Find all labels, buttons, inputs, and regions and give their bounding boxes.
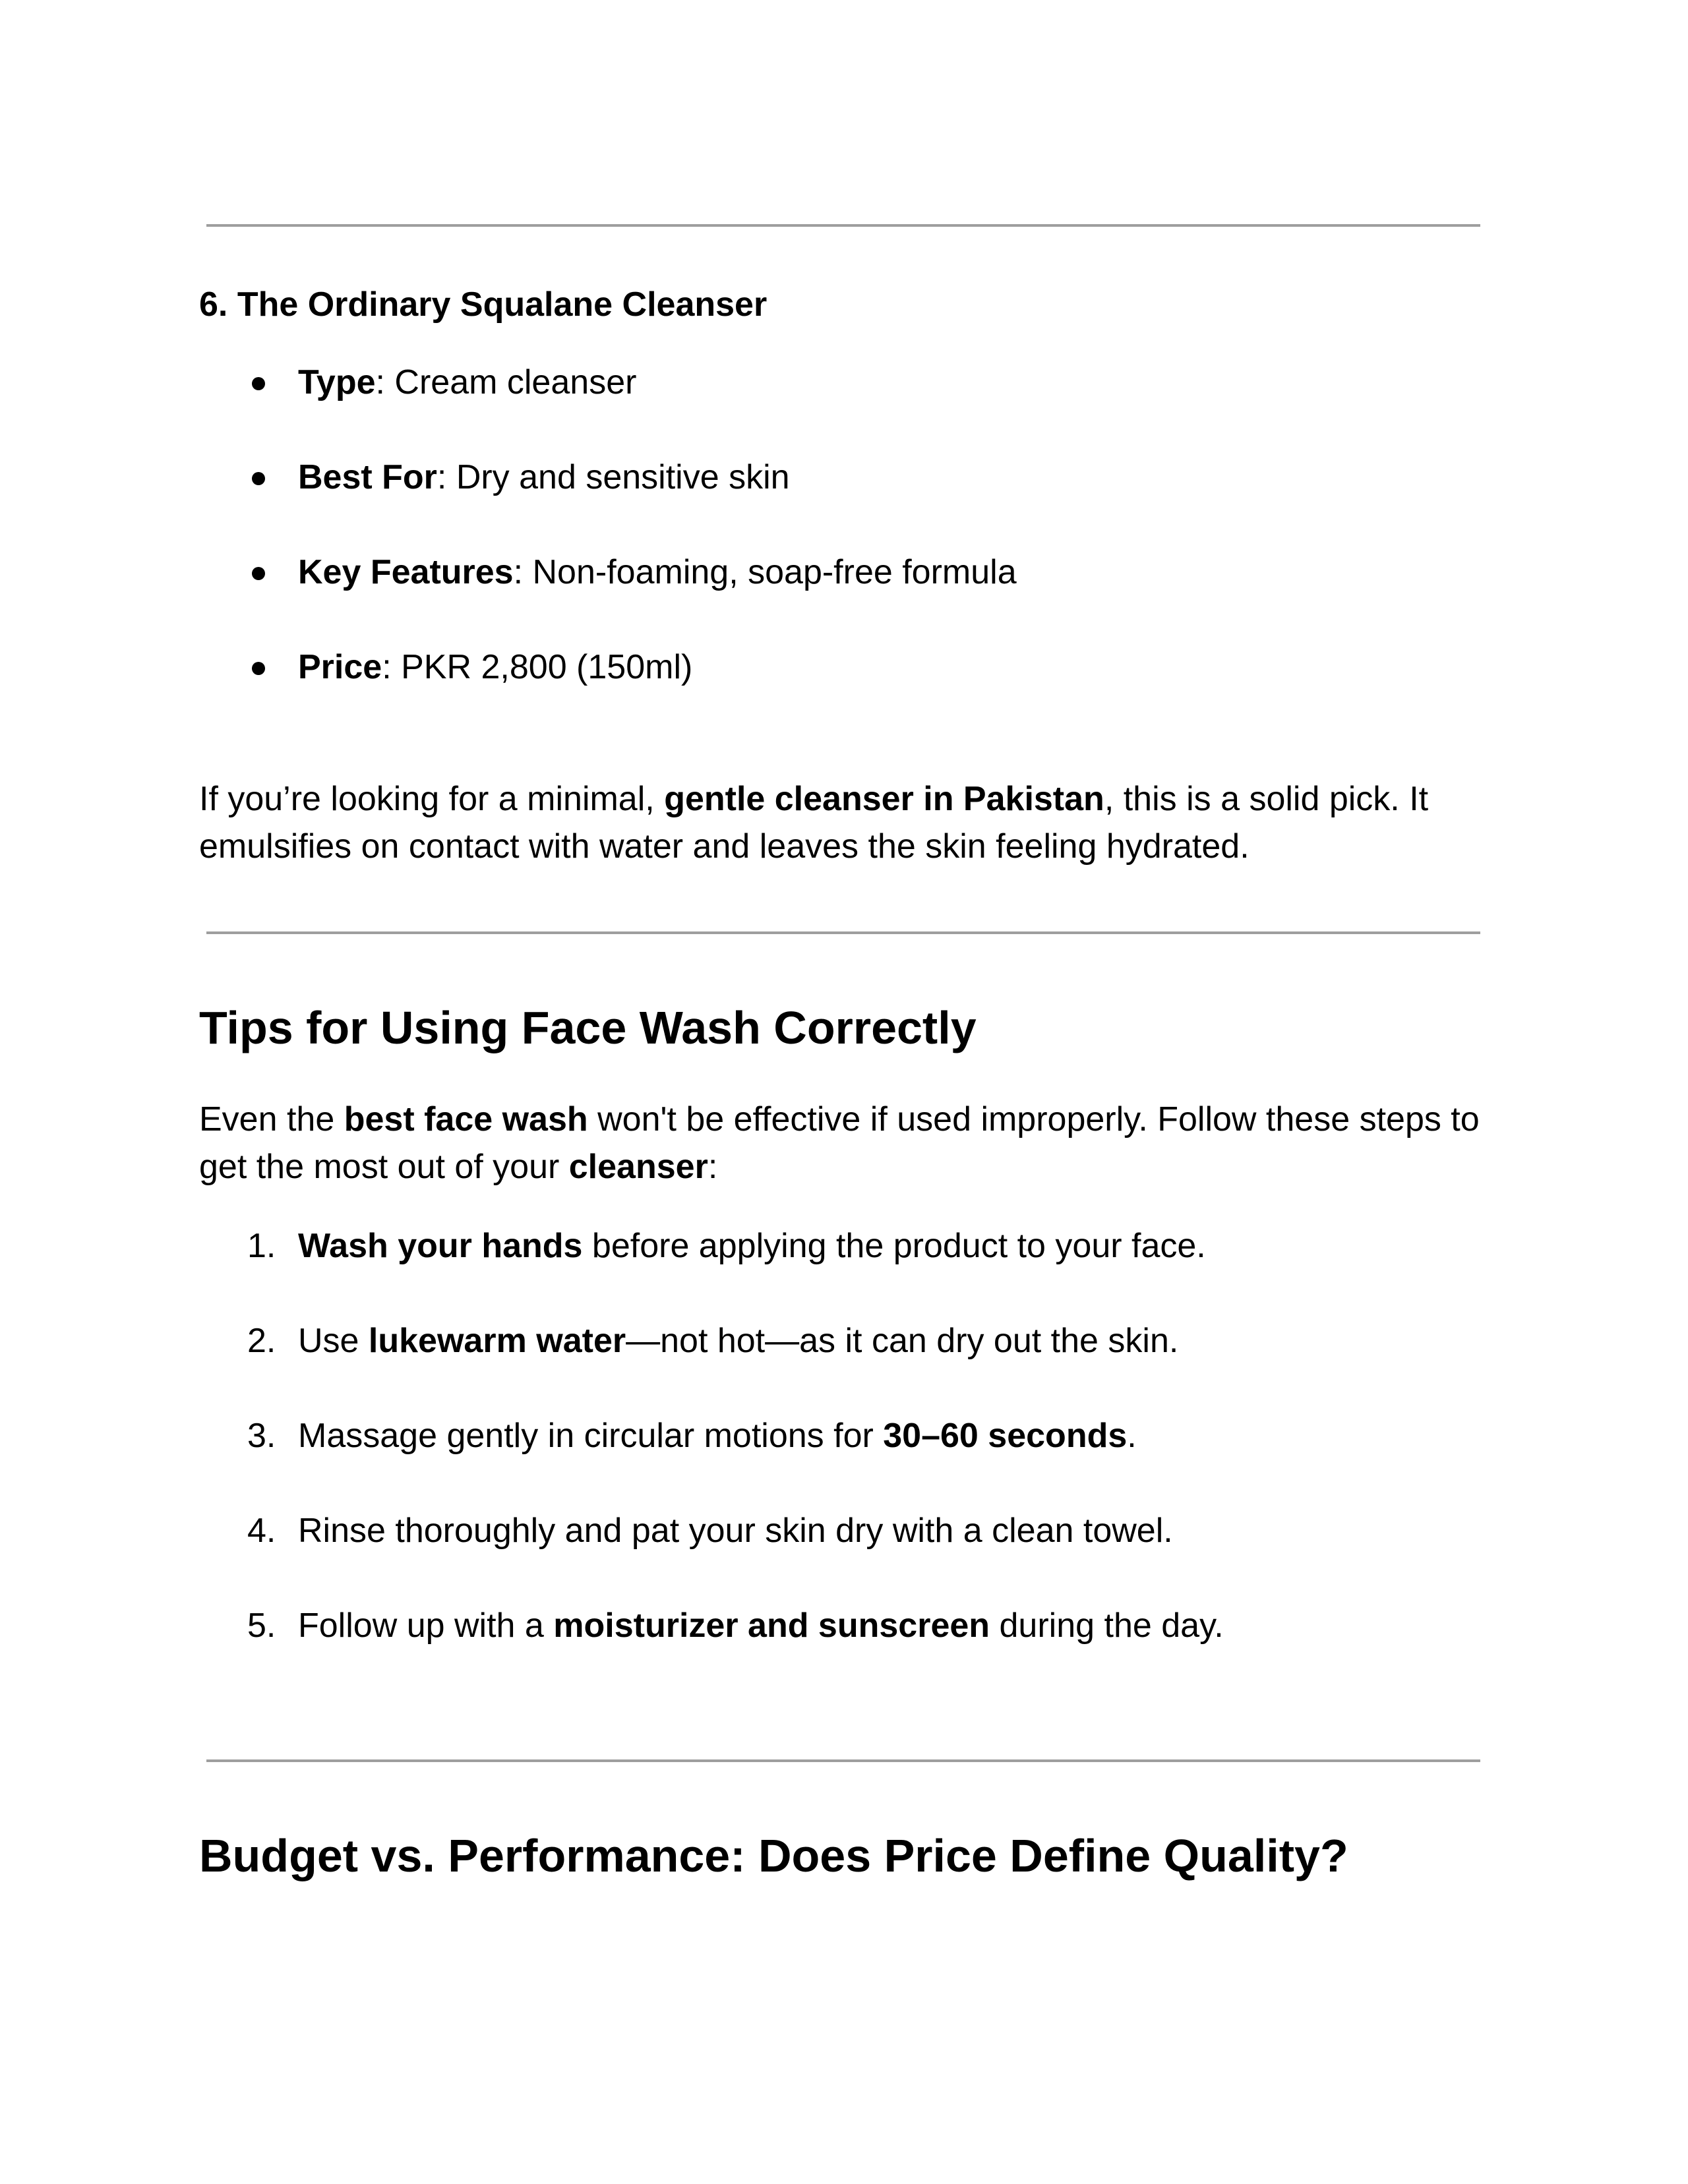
list-item (199, 456, 1017, 498)
list-item: 1. Wash your hands before applying the product to your face. (199, 1225, 1224, 1267)
section-heading-budget: Budget vs. Performance: Does Price Define Quality? (199, 1830, 1348, 1881)
section-heading-tips: Tips for Using Face Wash Correctly (199, 1002, 977, 1053)
emphasis: moisturizer and sunscreen (553, 1607, 990, 1645)
horizontal-rule (206, 1759, 1480, 1762)
list-item: 4. Rinse thoroughly and pat your skin dry with a clean towel. (199, 1510, 1224, 1552)
product-spec-list (199, 361, 1017, 741)
emphasis: 30–60 seconds (883, 1417, 1128, 1455)
emphasis: lukewarm water (368, 1322, 626, 1360)
list-item: 5. Follow up with a moisturizer and sunscreen during the day. (199, 1605, 1224, 1647)
horizontal-rule (206, 931, 1480, 934)
spec-value: : Dry and sensitive skin (437, 458, 790, 496)
spec-label: Price (298, 648, 382, 686)
step-number: 3. (247, 1417, 276, 1455)
emphasis: Wash your hands (298, 1227, 583, 1265)
product-title: 6. The Ordinary Squalane Cleanser (199, 285, 768, 324)
bullet-icon (252, 472, 265, 485)
product-summary: If you’re looking for a minimal, gentle cleanser in Pakistan, this is a solid pick. It emulsifies on contact with water and leaves the skin feeling hydrated. (199, 780, 1429, 866)
bullet-icon (252, 567, 265, 580)
step-number: 5. (247, 1607, 276, 1645)
list-item: 3. Massage gently in circular motions for 30–60 seconds. (199, 1415, 1224, 1457)
list-item (199, 551, 1017, 593)
spec-value: : Non-foaming, soap-free formula (513, 553, 1017, 591)
spec-value: : PKR 2,800 (150ml) (382, 648, 693, 686)
list-item: 2. Use lukewarm water—not hot—as it can dry out the skin. (199, 1320, 1224, 1362)
bullet-icon (252, 662, 265, 675)
horizontal-rule (206, 224, 1480, 227)
step-number: 1. (247, 1227, 276, 1265)
spec-label: Key Features (298, 553, 514, 591)
step-number: 4. (247, 1512, 276, 1550)
spec-label: Best For (298, 458, 437, 496)
tips-intro: Even the best face wash won't be effective if used improperly. Follow these steps to get the most out of your cleanser: (199, 1100, 1480, 1186)
emphasis: best face wash (344, 1100, 588, 1138)
emphasis: gentle cleanser in Pakistan (664, 780, 1104, 818)
tips-steps-list (199, 1225, 1224, 1699)
emphasis: cleanser (568, 1148, 708, 1186)
step-number: 2. (247, 1322, 276, 1360)
bullet-icon (252, 377, 265, 390)
list-item (199, 361, 1017, 403)
spec-value: : Cream cleanser (375, 363, 637, 401)
list-item (199, 646, 1017, 688)
spec-label: Type (298, 363, 376, 401)
